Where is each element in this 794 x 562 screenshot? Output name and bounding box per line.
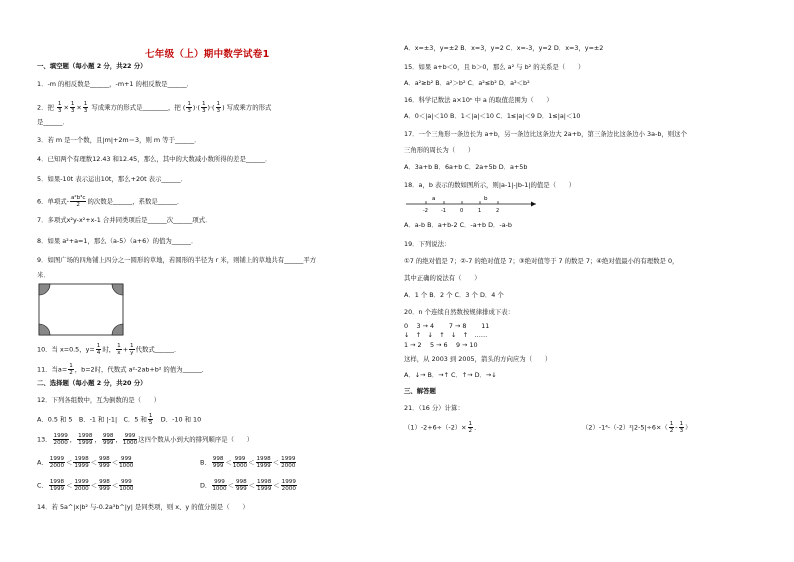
section-fill-in: 一、填空题（每小题 2 分，共22 分） — [37, 62, 147, 70]
question-8: 8．如果 a²+a=1，那么（a-5）（a+6）的值为______． — [37, 237, 198, 245]
fraction: $\frac{1999}{2000}$ — [53, 433, 68, 446]
question-20: 20．n 个连续自然数按规律排成下表： — [404, 308, 515, 316]
question-11: 11．当a= $\frac{1}{2}$ ，b=2时，代数式 a²-2ab+b² 的值为______． — [37, 363, 209, 376]
question-21-part-2: （2）-1⁴-（-2）²|2-5|÷6×（ $\frac{1}{2}$ - $\frac{1}{3}$ ） — [582, 421, 692, 434]
q6-text-b: 的次数是______，系数是______． — [87, 197, 184, 206]
lawn-figure — [38, 283, 124, 336]
question-13: 13． $\frac{1999}{2000}$ ， $\frac{1998}{1999}$ ， $\frac{998}{999}$ ， $\frac{999}{1000}$ 这四个数从小到大的排列顺序是（ ） — [37, 433, 254, 446]
tick-label: -2 — [423, 208, 428, 214]
question-12-options: A．0.5 和 5 B．-1 和 |-1| C．5 和 $\frac{1}{5}$ D．-10 和 10 — [37, 413, 202, 426]
fraction: $\frac{1}{2}$ — [669, 421, 674, 434]
number-line — [404, 194, 544, 216]
pattern-row-1: 0 3 → 4 7 → 8 11 — [404, 322, 490, 330]
tick-label: -1 — [441, 208, 446, 214]
question-13-option-b: B． $\frac{998}{999}$ ＜ $\frac{999}{1000}$ ＜ $\frac{1998}{1999}$ ＜ $\frac{1999}{2000}$ — [200, 456, 296, 469]
fraction: $\frac{1}{3}$ — [679, 421, 684, 434]
tick-label: 2 — [496, 208, 500, 214]
question-16: 16．科学记数法 a×10ⁿ 中 a 的取值范围为（ ） — [404, 96, 553, 104]
q2-text-c: 写成乘方的形式 — [226, 103, 272, 112]
fraction: $\frac{1}{2}$ — [69, 363, 73, 376]
question-16-options: A．0＜|a|＜10 B．1＜|a|＜10 C．1≤|a|＜9 D．1≤|a|＜10 — [404, 112, 581, 120]
question-19-options: A．1 个 B．2 个 C．3 个 D．4 个 — [404, 291, 504, 299]
question-14: 14．若 5a^|x|b² 与-0.2a³b^|y| 是同类项，则 x、y 的值分别是（ ） — [37, 503, 249, 511]
fraction: $\frac{1}{3}$ — [216, 101, 221, 114]
fraction: $\frac{998}{999}$ — [102, 433, 114, 446]
question-14-options: A．x=±3，y=±2 B．x=3，y=2 C．x=-3，y=2 D．x=3，y=±2 — [404, 44, 604, 52]
question-19-statements: ①7 的绝对值是 7；②-7 的绝对值是 7；③绝对值等于 7 的数是 7；④绝对值最小的有理数是 0， — [404, 257, 679, 265]
fraction: $\frac{1}{5}$ — [148, 413, 153, 426]
point-b-label: b — [484, 196, 488, 202]
question-21-part-1: （1）-2+6÷（-2）× $\frac{1}{2}$ ． — [404, 421, 481, 434]
question-13-option-c: C． $\frac{1998}{1999}$ ＜ $\frac{1999}{2000}$ ＜ $\frac{998}{999}$ ＜ $\frac{999}{1000}$ — [37, 479, 134, 492]
point-a-label: a — [432, 196, 436, 202]
question-17-cont: 三角形的周长为（ ） — [404, 146, 475, 154]
tick-label: 0 — [460, 208, 464, 214]
fraction: $\frac{\text{a²b³c}}{2}$ — [70, 195, 86, 208]
question-12: 12．下列各组数中，互为倒数的是（ ） — [37, 396, 161, 404]
fraction: $\frac{1}{3}$ — [201, 101, 206, 114]
q2-text-a: 2．把 — [37, 103, 54, 112]
question-4: 4．已知两个有理数12.43 和12.45，那么，其中的大数减小数所得的差是______． — [37, 155, 272, 163]
tick-label: 1 — [478, 208, 482, 214]
question-1: 1．-m 的相反数是______，-m+1 的相反数是______． — [37, 80, 194, 88]
q6-text-a: 6．单项式- — [37, 197, 69, 206]
fraction: $\frac{1}{y}$ — [130, 343, 134, 356]
fraction: $\frac{1}{2}$ — [468, 421, 473, 434]
fraction: $\frac{1}{3}$ — [83, 101, 88, 114]
question-18: 18．a，b 表示的数如图所示，则|a-1|-|b-1|的值是（ ） — [404, 181, 576, 189]
question-9-cont: 米． — [37, 271, 50, 279]
question-17: 17．一个三角形一条边长为 a+b，另一条边比这条边大 2a+b，第三条边比这条边小 3a-b，则这个 — [404, 130, 687, 138]
question-2-cont: 是______． — [37, 118, 69, 126]
fraction: $\frac{1998}{1999}$ — [78, 433, 93, 446]
question-19: 19．下列说法： — [404, 240, 451, 248]
pattern-row-3: 1 → 2 5 → 6 9 → 10 — [404, 341, 478, 349]
section-answer: 三、解答题 — [404, 387, 436, 395]
page-title: 七年级（上）期中数学试卷1 — [145, 49, 270, 60]
question-9: 9．如图广场的四角铺上四分之一圆形的草地，若圆形的半径为 r 米，则铺上的草地共有______平方 — [37, 256, 317, 264]
fraction: $\frac{999}{1000}$ — [122, 433, 138, 446]
q21-part1-text: （1）-2+6÷（-2）× — [404, 423, 467, 432]
question-3: 3．若 m 是一个数，且|m|+2m＝3，则 m 等于______． — [37, 136, 201, 144]
fraction: $\frac{1}{3}$ — [187, 101, 191, 114]
question-13-option-d: D． $\frac{999}{1000}$ ＜ $\frac{998}{999}$ ＜ $\frac{1998}{1999}$ ＜ $\frac{1999}{2000}$ — [200, 479, 296, 492]
question-19-cont: 其中正确的说法有（ ） — [404, 274, 481, 282]
question-7: 7．多项式x²y-x²+x-1 合并同类项后是______次______项式． — [37, 216, 212, 224]
section-choice: 二、选择题（每小题 2 分，共20 分） — [37, 379, 147, 387]
question-15-options: A．a²≥b² B．a²＞b² C．a²≤b² D．a²＜b² — [404, 79, 530, 87]
question-15: 15．如果 a+b＜0，且 b＞0，那么 a² 与 b² 的关系是（ ） — [404, 63, 585, 71]
pattern-row-2: ↓ ↑ ↓ ↑ ↓ ↑ …… — [404, 331, 488, 339]
fraction: $\frac{1}{x}$ — [117, 343, 121, 356]
question-18-options: A．a-b B．a+b-2 C．-a+b D．-a-b — [404, 221, 512, 229]
question-6 — [37, 195, 183, 208]
fraction: $\frac{1}{3}$ — [57, 101, 62, 114]
question-21: 21．（16 分）计算： — [404, 404, 464, 412]
fraction: $\frac{1}{3}$ — [70, 101, 75, 114]
square-outline — [39, 284, 123, 335]
question-2: 2．把 $\frac{1}{3}$ × $\frac{1}{3}$ × $\frac{1}{3}$ 写成乘方的形式是________，把 ( $\frac{1}{3}$ )·( $\frac{1}{3}$ )·( $\frac{1}{3}$ ) 写成乘方的形式 — [37, 101, 272, 114]
fraction: $\frac{1}{4}$ — [96, 343, 101, 356]
q21-part2-end: ） — [685, 423, 692, 432]
question-10: 10．当 x=0.5，y= $\frac{1}{4}$ 时， $\frac{1}{x}$ + $\frac{1}{y}$ 代数式______． — [37, 343, 181, 356]
q21-part2-text: （2）-1⁴-（-2）²|2-5|÷6×（ — [582, 423, 668, 432]
question-20-cont: 这样，从 2003 到 2005，箭头的方向应为（ ） — [404, 355, 552, 363]
question-5: 5．如果-10t 表示运出10t，那么+20t 表示______． — [37, 175, 187, 183]
question-17-options: A．3a+b B．6a+b C．2a+5b D．a+5b — [404, 163, 528, 171]
q2-text-b: 写成乘方的形式是________，把 — [91, 103, 181, 112]
axis-arrow — [531, 202, 536, 207]
question-20-options: A．↓→ B．→↑ C．↑→ D．→↓ — [404, 371, 497, 379]
question-13-option-a: A． $\frac{1999}{2000}$ ＜ $\frac{1998}{1999}$ ＜ $\frac{998}{999}$ ＜ $\frac{999}{1000}$ — [37, 456, 134, 469]
